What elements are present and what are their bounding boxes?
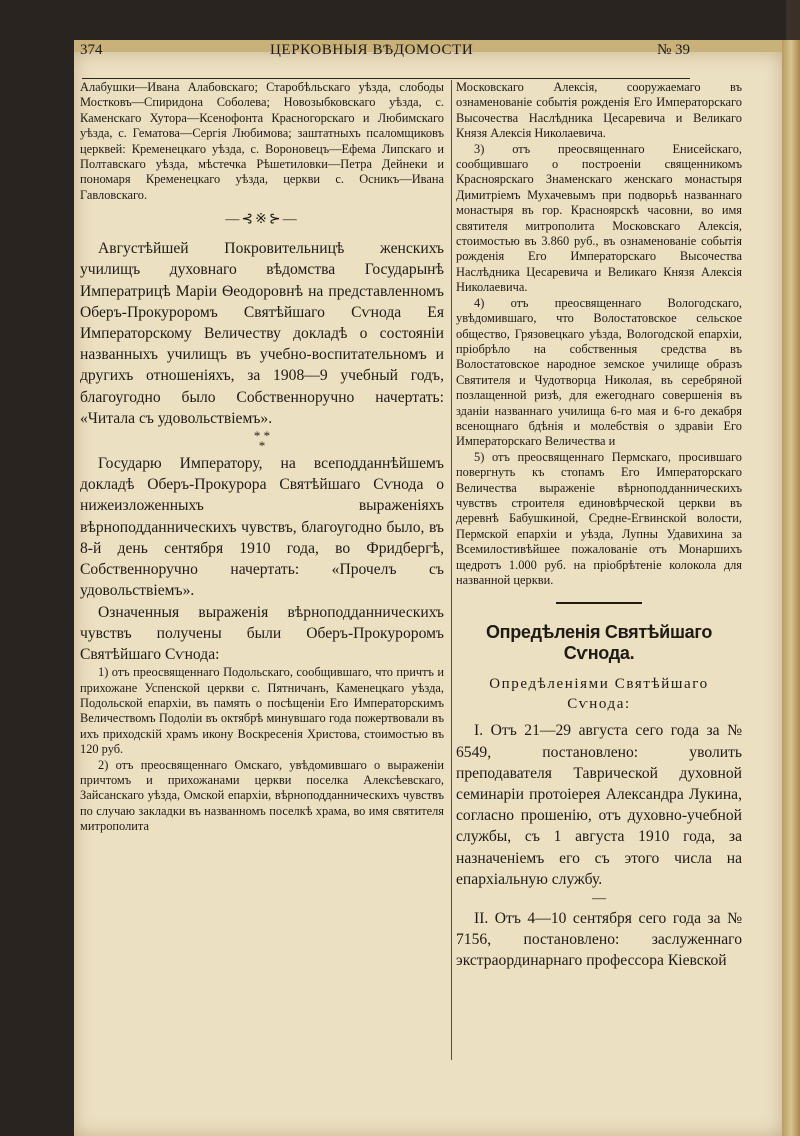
issue-number: № 39 — [656, 42, 690, 58]
list-item: 3) отъ преосвященнаго Енисейскаго, сообщившаго о построеніи священникомъ Красноярскаго Знаменскаго женскаго монастыря Димитріемъ Мухачевымъ при подворьѣ названнаго монастыря въ гор. Красноярскѣ часовни, во имя святителя митрополита Московскаго Алексія, стоимостью въ 3.860 руб., въ ознаменованіе событія рожденія Его Императорскаго Высочества Наслѣдника Цесаревича и Великаго Князя Алексія Николаевича. — [456, 141, 742, 295]
column-divider — [451, 80, 452, 1060]
header-rule — [82, 78, 690, 79]
definition-item: I. Отъ 21—29 августа сего года за № 6549, постановлено: уволить преподавателя Таврической духовной семинаріи протоіерея Александра Лукина, согласно прошенію, отъ духовно-учебной службы, съ 1 августа 1910 года, за назначеніемъ его съ этого числа на епархіальную службу. — [456, 722, 742, 888]
journal-title: ЦЕРКОВНЫЯ ВѢДОМОСТИ — [270, 42, 474, 58]
dash-separator: — — [592, 891, 606, 907]
ornament-divider: —⊰※⊱— — [225, 212, 299, 228]
binding-edge — [786, 0, 800, 40]
section-rule — [556, 602, 642, 604]
list-item: 1) отъ преосвященнаго Подольскаго, сообщившаго, что причтъ и прихожане Успенской церкви с. Пятничанъ, Каменецкаго уѣзда, Подольской епархіи, въ память о посѣщеніи Его Императорскимъ Величествомъ Подоліи въ октябрѣ минувшаго года пожертвовали въ ихъ приходскій храмъ икону Воскресенія Христова, стоимостью въ 120 руб. — [80, 665, 444, 757]
paragraph-emperor: Государю Императору, на всеподданнѣйшемъ докладѣ Оберъ-Прокурора Святѣйшаго Сѵнода о нижеизложенныхъ выраженіяхъ вѣрноподданническихъ чувствъ, благоугодно было, въ 8-й день сентября 1910 года, во Фридбергѣ, Собственноручно начертать: «Прочелъ съ удовольствіемъ». — [80, 455, 444, 600]
asterism: * * * — [253, 428, 271, 454]
page-header — [80, 42, 690, 70]
paragraph-expressions: Означенныя выраженія вѣрноподданническихъ чувствъ получены были Оберъ-Прокуроромъ Святѣйшаго Сѵнода: — [80, 603, 444, 663]
page-number: 374 — [80, 42, 103, 58]
list-item: 5) отъ преосвященнаго Пермскаго, просившаго повергнуть къ стопамъ Его Императорскаго Величества выраженіе вѣрноподданническихъ чувствъ строителя единовѣрческой церкви въ деревнѣ Бабушкиной, Средне-Егвинской волости, Пермской епархіи и уѣзда, Лупны Удавихина за Всемилостивѣйшее пожалованіе отъ Монаршихъ щедротъ 1.000 руб. на пріобрѣтеніе колокола для названной церкви. — [456, 449, 742, 587]
list-item: 4) отъ преосвященнаго Вологодскаго, увѣдомившаго, что Волостатовское сельское общество, Грязовецкаго уѣзда, Вологодской епархіи, пріобрѣло на собственныя средства въ Волостатовское народное земское училище образъ Святителя и Чудотворца Николая, въ серебряной позлащенной ризѣ, для ежегоднаго совершенія въ зданіи названнаго училища 6-го мая и 6-го декабря всенощнаго бдѣнія и молебствія о здравіи Его Императорскаго Величества и — [456, 295, 742, 449]
section-title: Опредѣленія Святѣйшаго Сѵнода. — [485, 622, 713, 664]
section-subtitle: Опредѣленіями Святѣйшаго Сѵнода: — [489, 676, 709, 713]
continued-paragraph: Московскаго Алексія, сооружаемаго въ ознаменованіе событія рожденія Его Императорскаго Высочества Наслѣдника Цесаревича и Великаго Князя Алексія Николаевича. — [456, 80, 742, 141]
definition-item: II. Отъ 4—10 сентября сего года за № 7156, постановлено: заслуженнаго экстраординарнаго профессора Кіевской — [456, 910, 742, 970]
page-right-edge — [782, 40, 800, 1136]
list-item: 2) отъ преосвященнаго Омскаго, увѣдомившаго о выраженіи причтомъ и прихожанами церкви поселка Алексѣевскаго, Зайсанскаго уѣзда, Омской епархіи, вѣрноподданническихъ чувствъ по случаю закладки въ названномъ поселкѣ храма, во имя святителя митрополита — [80, 757, 444, 834]
continued-paragraph: Алабушки—Ивана Алабовскаго; Старобѣльскаго уѣзда, слободы Мостковъ—Спиридона Соболева; Новозыбковскаго уѣзда, с. Каменскаго Хутора—Ксенофонта Красногорскаго и Любимскаго уѣзда, с. Гематова—Сергія Любимова; заштатныхъ псаломщиковъ церквей: Кременецкаго уѣзда, с. Вороновецъ—Ефема Липскаго и Полтавскаго уѣзда, мѣстечка Рѣшетиловки—Петра Дейнеки и пономаря Кременецкаго уѣзда, церкви с. Осникъ—Ивана Гавловскаго. — [80, 80, 444, 202]
paragraph-empress: Августѣйшей Покровительницѣ женскихъ училищъ духовнаго вѣдомства Государынѣ Императрицѣ Маріи Ѳеодоровнѣ на представленномъ Оберъ-Прокуроромъ Святѣйшаго Сѵнода Ея Императорскому Величеству докладѣ о состояніи названныхъ училищъ въ учебно-воспитательномъ и другихъ отношеніяхъ, за 1908—9 учебный годъ, благоугодно было Собственноручно начертать: «Читала съ удовольствіемъ». — [80, 240, 444, 427]
right-column — [456, 80, 742, 1060]
left-column — [80, 80, 444, 1060]
